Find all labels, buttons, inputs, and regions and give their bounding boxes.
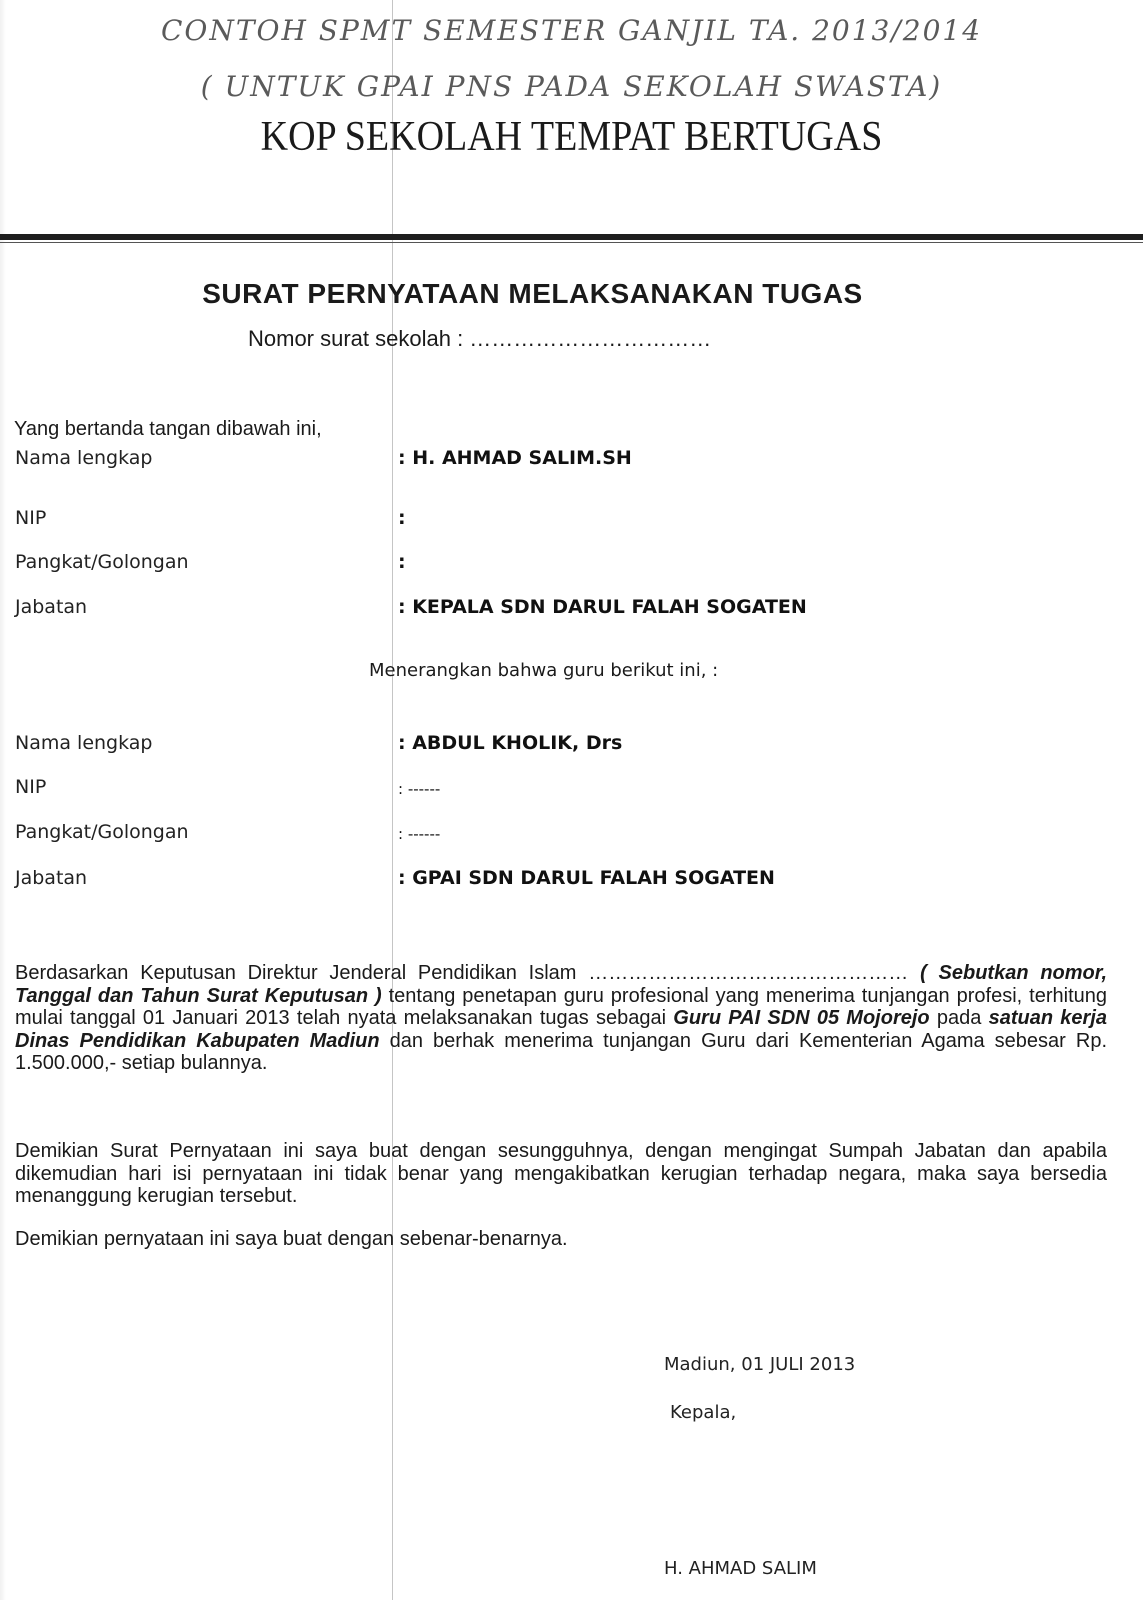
decree-placeholder-note: ( Sebutkan nomor, Tanggal dan Tahun Surat Keputusan ) xyxy=(15,962,1107,1007)
decree-text-2: tentang penetapan guru profesional yang menerima tunjangan profesi, terhitung mulai tanggal 01 Januari 2013 telah nyata melaksanakan tugas sebagai xyxy=(15,984,1107,1029)
field-label: NIP xyxy=(15,507,47,529)
decree-paragraph xyxy=(15,962,1107,1075)
signer-position-row xyxy=(0,596,1143,624)
oath-paragraph: Demikian Surat Pernyataan ini saya buat dengan sesungguhnya, dengan mengingat Sumpah Jabatan dan apabila dikemudian hari isi pernyataan ini tidak benar yang mengakibatkan kerugian terhadap negara, maka saya bersedia menanggung kerugian tersebut. xyxy=(15,1140,1107,1207)
field-value: : ABDUL KHOLIK, Drs xyxy=(398,732,623,754)
signature-name: H. AHMAD SALIM xyxy=(664,1558,817,1579)
field-value: : GPAI SDN DARUL FALAH SOGATEN xyxy=(398,867,775,889)
field-value: : KEPALA SDN DARUL FALAH SOGATEN xyxy=(398,596,807,618)
signer-rank-row xyxy=(0,551,1143,579)
field-value: : ------ xyxy=(398,825,441,843)
field-label: Nama lengkap xyxy=(15,447,153,469)
field-label: Pangkat/Golongan xyxy=(15,821,189,843)
intro-text: Yang bertanda tangan dibawah ini, xyxy=(14,418,322,440)
field-label: Jabatan xyxy=(15,867,88,889)
teacher-assignment: Guru PAI SDN 05 Mojorejo xyxy=(673,1007,930,1029)
letterhead-rule xyxy=(0,234,1143,240)
document-title: SURAT PERNYATAAN MELAKSANAKAN TUGAS xyxy=(202,278,863,309)
teacher-position-row xyxy=(0,867,1143,895)
field-value: : H. AHMAD SALIM.SH xyxy=(398,447,632,469)
field-value: : ------ xyxy=(398,780,441,798)
signature-place-date: Madiun, 01 JULI 2013 xyxy=(664,1354,856,1375)
teacher-nip-row xyxy=(0,776,1143,804)
work-unit: satuan kerja Dinas Pendidikan Kabupaten Madiun xyxy=(15,1007,1107,1052)
field-label: Nama lengkap xyxy=(15,732,153,754)
letter-number: Nomor surat sekolah : …………………………… xyxy=(248,326,712,351)
handwritten-note-line-1: CONTOH SPMT SEMESTER GANJIL TA. 2013/2014 xyxy=(160,14,983,47)
field-label: Pangkat/Golongan xyxy=(15,551,189,573)
closing-paragraph: Demikian pernyataan ini saya buat dengan sebenar-benarnya. xyxy=(15,1228,568,1250)
field-label: Jabatan xyxy=(15,596,88,618)
signer-nip-row xyxy=(0,507,1143,535)
teacher-rank-row xyxy=(0,821,1143,849)
field-label: NIP xyxy=(15,776,47,798)
decree-text-1: Berdasarkan Keputusan Direktur Jenderal Pendidikan Islam ………………………………………… xyxy=(15,962,909,984)
teacher-name-row xyxy=(0,732,1143,760)
decree-text-4: dan berhak menerima tunjangan Guru dari Kementerian Agama sebesar Rp. 1.500.000,- setiap bulannya. xyxy=(15,1029,1107,1074)
signature-role: Kepala, xyxy=(670,1402,737,1423)
letterhead-placeholder: KOP SEKOLAH TEMPAT BERTUGAS xyxy=(260,113,883,161)
handwritten-note-line-2: ( UNTUK GPAI PNS PADA SEKOLAH SWASTA) xyxy=(200,70,943,103)
letterhead-rule-thin xyxy=(0,242,1143,243)
decree-text-3: pada xyxy=(929,1007,989,1029)
signer-name-row xyxy=(0,447,1143,475)
transition-text: Menerangkan bahwa guru berikut ini, : xyxy=(369,660,719,681)
field-value: : xyxy=(398,551,406,573)
field-value: : xyxy=(398,507,406,529)
